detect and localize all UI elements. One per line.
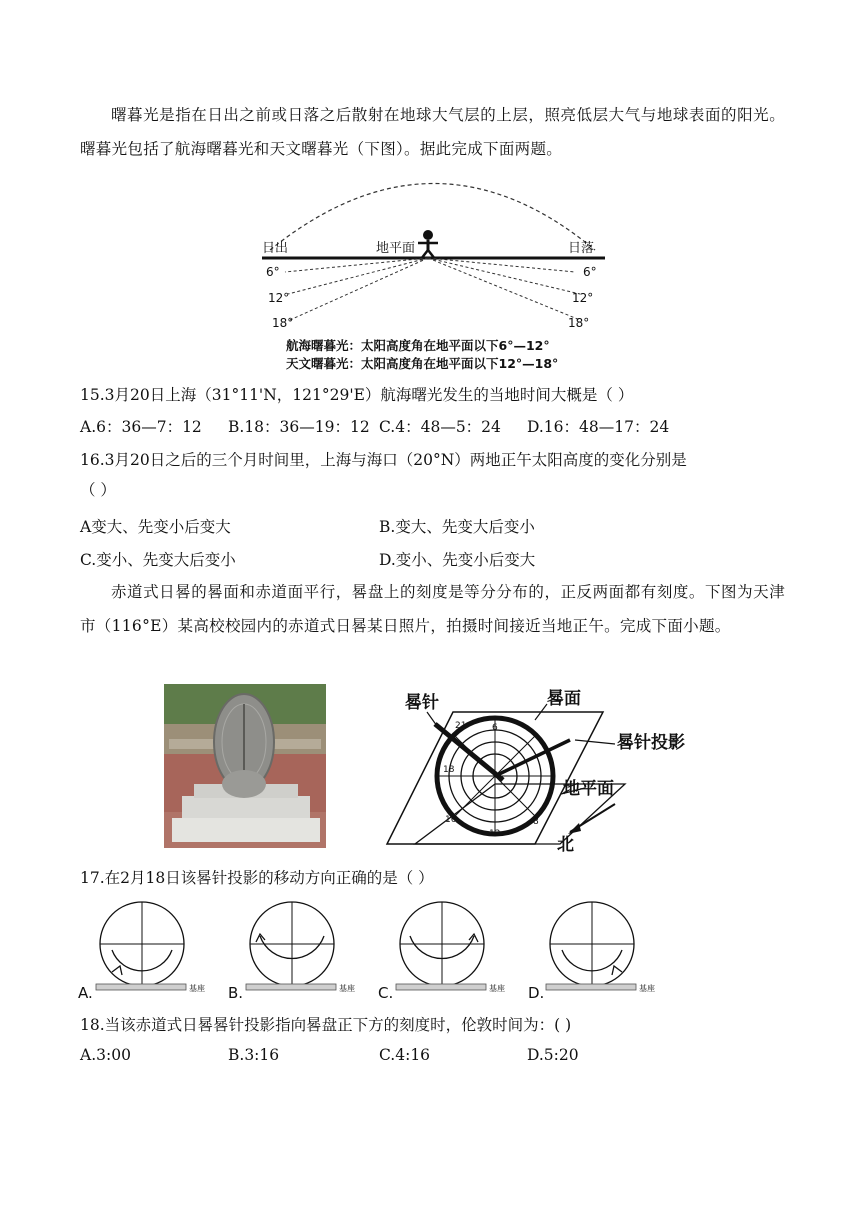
deg18-left: 18° xyxy=(272,316,294,330)
q18-option-d: D.5:20 xyxy=(527,1046,579,1064)
q17-stem: 17.在2月18日该晷针投影的移动方向正确的是（ ） xyxy=(80,869,434,887)
q18-option-b: B.3:16 xyxy=(228,1046,280,1064)
q15-option-b: B.18：36—19：12 xyxy=(228,418,370,436)
q15-option-d: D.16：48—17：24 xyxy=(527,418,670,436)
shadow-label: 晷针投影 xyxy=(617,733,685,753)
option-c-dial xyxy=(396,902,486,990)
north-label: 北 xyxy=(557,835,574,854)
q18-option-a: A.3:00 xyxy=(80,1046,131,1064)
twilight-diagram xyxy=(250,172,620,374)
intro-paragraph-2: 赤道式日晷的晷面和赤道面平行，晷盘上的刻度是等分分布的，正反两面都有刻度。下图为天津市（116°E）某高校校园内的赤道式日晷某日照片，拍摄时间接近当地正午。完成下面小题。 xyxy=(80,583,785,635)
astronomical-legend: 天文曙暮光：太阳高度角在地平面以下12°—18° xyxy=(286,356,559,371)
sundial-diagram xyxy=(385,684,705,854)
q17-option-b-letter: B. xyxy=(228,984,244,1002)
intro-paragraph-1: 曙暮光是指在日出之前或日落之后散射在地球大气层的上层，照亮低层大气与地球表面的阳光。曙暮光包括了航海曙暮光和天文曙暮光（下图）。据此完成下面两题。 xyxy=(80,106,785,158)
svg-text:12: 12 xyxy=(489,829,501,839)
base-label-d: 基座 xyxy=(639,984,655,993)
base-label-b: 基座 xyxy=(339,984,355,993)
north-arrow-icon xyxy=(568,823,581,834)
q17-options-figure xyxy=(76,900,666,1002)
q17-option-d-letter: D. xyxy=(528,984,545,1002)
deg12-right: 12° xyxy=(572,291,594,305)
q17-option-a-letter: A. xyxy=(78,984,93,1002)
q16-option-c: C.变小、先变大后变小 xyxy=(80,551,236,569)
q15-option-a: A.6：36—7：12 xyxy=(80,418,202,436)
base-label-a: 基座 xyxy=(189,984,205,993)
q16-stem: 16.3月20日之后的三个月时间里，上海与海口（20°N）两地正午太阳高度的变化分别是 xyxy=(80,451,687,469)
option-b-dial xyxy=(246,902,336,990)
q16-stem-paren: （ ） xyxy=(80,481,116,499)
svg-text:6: 6 xyxy=(492,723,498,733)
sunrise-label: 日出 xyxy=(262,241,289,256)
sunset-label: 日落 xyxy=(568,241,595,256)
dial-face-label: 晷面 xyxy=(547,689,581,709)
svg-text:18: 18 xyxy=(443,765,455,775)
option-d-dial xyxy=(546,902,636,990)
deg18-right: 18° xyxy=(568,316,590,330)
q16-option-a: A变大、先变小后变大 xyxy=(80,518,231,536)
nautical-legend: 航海曙暮光：太阳高度角在地平面以下6°—12° xyxy=(286,338,550,353)
q15-option-c: C.4：48—5：24 xyxy=(379,418,501,436)
q16-option-b: B.变大、先变大后变小 xyxy=(379,518,535,536)
horizon-plane-label: 地平面 xyxy=(563,779,614,799)
q17-option-c-letter: C. xyxy=(378,984,394,1002)
person-icon xyxy=(418,230,438,259)
option-a-dial xyxy=(96,902,186,990)
q18-stem: 18.当该赤道式日晷晷针投影指向晷盘正下方的刻度时，伦敦时间为：( ) xyxy=(80,1016,572,1034)
svg-text:21: 21 xyxy=(455,721,467,731)
q15-stem: 15.3月20日上海（31°11'N，121°29'E）航海曙光发生的当地时间大概是（ ） xyxy=(80,386,634,404)
deg6-left: 6° xyxy=(266,265,280,279)
horizon-label: 地平面 xyxy=(376,241,416,256)
svg-text:8: 8 xyxy=(533,817,539,827)
gnomon-label: 晷针 xyxy=(405,693,439,713)
base-label-c: 基座 xyxy=(489,984,505,993)
deg12-left: 12° xyxy=(268,291,290,305)
q16-option-d: D.变小、先变小后变大 xyxy=(379,551,536,569)
q18-option-c: C.4:16 xyxy=(379,1046,431,1064)
deg6-right: 6° xyxy=(583,265,597,279)
sundial-photo xyxy=(164,684,326,848)
svg-text:16: 16 xyxy=(445,815,457,825)
